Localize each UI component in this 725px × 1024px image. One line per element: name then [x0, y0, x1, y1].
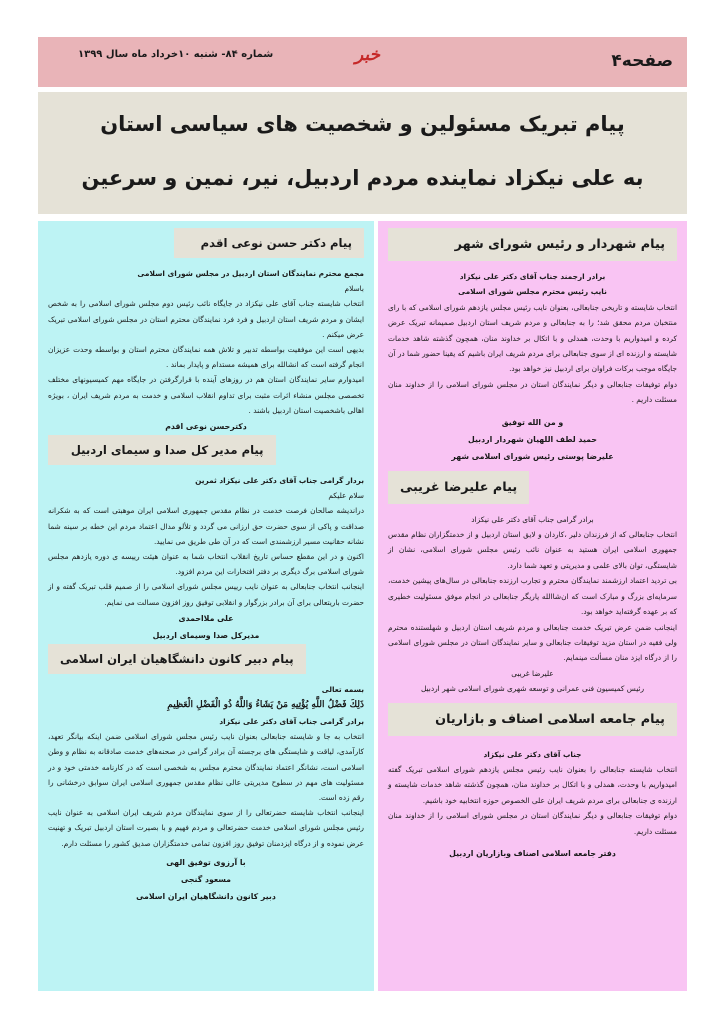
greeting: باسلام	[344, 284, 364, 294]
paragraph: اینجانب انتخاب شایسته حضرتعالی را از سوی نمایندگان مردم شریف ایران اسلامی به عنوان نایب رئیس مجلس شورای اسلامی خدمت حضرتعالی و مردم فهیم و با بصیرت استان اردبیل تبریک و تهنیت عرض نموده و از درگاه ایزدمنان توفیق روز افزون تمامی خدمتگزاران صدیق کشور را مسئلت دارم.	[48, 808, 364, 848]
paragraph: درانديشه صالحان فرصت خدمت در نظام مقدس جمهوری اسلامی ایران موهبتی است که به شکرانه صداقت و پاکی از سوی حضرت حق ارزانی می گردد و تلألو مدال اعتماد مردم این خطه بر سینه شما نشانه حقانیت مسیر ارزشمندی است که در آن طی طریق می نمایید.	[48, 506, 364, 546]
paragraph: دوام توفیقات جنابعالی و دیگر نمایندگان استان در مجلس شورای اسلامی را از خداوند منان مسئلت داریم.	[388, 811, 677, 836]
signature-name: علی ملااحمدی	[178, 613, 234, 623]
paragraph: بی تردید اعتماد ارزشمند نمایندگان محترم و تجارب ارزنده جنابعالی در سال‌های پیشین خدمت، سرمایه‌ای بزرگ و مبارک است که ان‌شاالله یاریگر جنابعالی در انجام موفق مسئولیت خطیری که بر عهده گرفته‌اید خواهد بود.	[388, 576, 677, 617]
headline-line-2: به علی نیکزاد نماینده مردم اردبیل، نیر، نمین و سرعین	[81, 166, 644, 190]
signature-title: مدیرکل صدا وسیمای اردبیل	[152, 630, 260, 640]
quran-verse: ذَلِكَ فَضْلُ اللَّهِ يُؤْتِيهِ مَنْ يَشَاءُ وَاللَّهُ ذُو الْفَضْلِ الْعَظِيمِ	[167, 700, 364, 711]
signature: علیرضا پوستی رئیس شورای اسلامی شهر	[451, 451, 614, 461]
section-heading-gharibi: پیام علیرضا غریبی	[388, 471, 529, 504]
addressee: جناب آقای دکتر علی نیکزاد	[483, 749, 582, 759]
paragraph: انتخاب شایسته جناب آقای علی نیکزاد در جایگاه نائب رئیس دوم مجلس شورای اسلامی را به شخص ایشان و مردم شریف استان اردبیل و فرد فرد نمایندگان محترم استان در مجلس شورای اسلامی تبریک عرض میکنم .	[48, 299, 364, 339]
addressee: برادر گرامی جناب آقای دکتر علی نیکزاد	[219, 717, 364, 727]
addressee: برادر ارجمند جناب آقای دکتر علی نیکزاد	[459, 272, 606, 281]
addressee: مجمع محترم نمایندگان استان اردبیل در مجلس شورای اسلامی	[137, 269, 364, 278]
section-heading-irib: پیام مدیر کل صدا و سیمای اردبیل	[48, 435, 276, 465]
left-column	[38, 221, 374, 991]
section-heading-noei: پیام دکتر حسن نوعی اقدم	[174, 228, 364, 258]
paragraph: بدیهی است این موفقیت بواسطه تدبیر و تلاش همه نمایندگان محترم استان و بواسطه وحدت عزیزان انجام گرفته است که انشالله برای همیشه مستدام و پایدار بماند .	[48, 345, 364, 370]
addressee: برادر گرامی جناب آقای دکتر علی نیکزاد	[471, 514, 594, 524]
paragraph: انتخاب به جا و شایسته جنابعالی بعنوان نایب رئیس مجلس شورای اسلامی ضمن اینکه بیانگر تعهد، کارآمدی، لیاقت و شایستگی های برجسته آن برادر گرامی در صحنه‌های خدمت صادقانه به نظام و وطن اسلامی است، نشانگر اعتماد نمایندگان محترم مجلس به شخصی است که در کارنامه خدمتی خود و در مسئولیت های مهم در سطوح مدیریتی عالی نظام مقدس جمهوری اسلامی ایران سوابق درخشانی را رقم زده است.	[48, 732, 364, 803]
signature: حمید لطف اللهیان شهردار اردبیل	[468, 434, 597, 444]
signature-title: دبیر کانون دانشگاهیان ایران اسلامی	[136, 891, 276, 901]
paragraph: امیدوارم سایر نمایندگان استان هم در روزهای آینده با قرارگرفتن در جایگاه مهم کمیسیونهای مختلف تخصصی مجلس منشاء اثرات مثبت برای تداوم انقلاب اسلامی و خدمت به مردم شریف ایران ، بویژه اهالی باشخصیت استان اردبیل باشند .	[48, 375, 364, 415]
signature-name: مسعود گنجی	[181, 874, 231, 884]
closing: با آرزوی توفیق الهی	[166, 857, 246, 867]
closing: و من الله توفیق	[501, 417, 564, 427]
right-column	[378, 221, 687, 991]
paragraph: اینجانب ضمن عرض تبریک خدمت جنابعالی و مردم شریف استان اردبیل و شهلستنده محترم ولی فقیه در استان مزید توفیقات جنابعالی و سایر نمایندگان استان در مجلس شورای اسلامی را از درگاه ایزد منان مسألت مینمایم.	[388, 622, 677, 663]
addressee-title: نایب رئیس محترم مجلس شورای اسلامی	[458, 287, 607, 297]
signature-name: علیرضا غریبی	[511, 668, 554, 678]
section-heading-mayor: پیام شهردار و رئیس شورای شهر	[388, 228, 677, 261]
addressee: بردار گرامی جناب آقای دکتر علی نیکزاد ثمرین	[195, 476, 364, 486]
headline-box	[38, 92, 687, 214]
bismillah: بسمه تعالی	[321, 684, 364, 694]
paragraph: انتخاب شایسته جنابعالی را بعنوان نایب رئیس مجلس یازدهم شورای اسلامی تبریک گفته امیدواریم با وحدت، همدلی و با اتکال بر خداوند منان، همچون گذشته شاهد خدمات شایسته و ارزنده ی جنابعالی برای مردم شریف ایران علی الخصوص حوزه انتخابیه خود باشیم.	[388, 764, 677, 805]
paragraph: اکنون و در این مقطع حساس تاریخ انقلاب انتخاب شما به عنوان هیئت رییسه ی دوره یازدهم مجلس شورای اسلامی برگ دیگری بر دفتر افتخارات این مردم افزود.	[48, 552, 364, 577]
greeting: سلام علیکم	[328, 491, 364, 501]
issue-info: شماره ۸۴- شنبه ۱۰خرداد ماه سال ۱۳۹۹	[78, 49, 274, 60]
newspaper-logo: خبر	[355, 45, 381, 65]
headline-line-1: پیام تبریک مسئولین و شخصیت های سیاسی استان	[100, 112, 625, 136]
section-heading-guilds: پیام جامعه اسلامی اصناف و بازاریان	[388, 703, 677, 736]
signature: دفتر جامعه اسلامی اصناف وبازاریان اردبیل	[449, 848, 616, 858]
header-strip	[38, 37, 687, 87]
section-heading-academics: پیام دبیر کانون دانشگاهیان ایران اسلامی	[48, 644, 306, 674]
paragraph: انتخاب جنابعالی که از فرزندان دلیر ،کاردان و لایق استان اردبیل و از خدمتگزاران نظام مقدس جمهوری اسلامی ایران هستید به عنوان نائب رئیس مجلس شورای اسلامی، نشان از شایستگی، توان بالای علمی و مدیریتی و تعهد شما دارد.	[388, 530, 677, 570]
signature: دکترحسن نوعی اقدم	[165, 422, 247, 432]
page-number: صفحه۴	[611, 51, 673, 71]
paragraph: اینجانب انتخاب جنابعالی به عنوان نایب رییس مجلس شورای اسلامی را از صمیم قلب تبریک گفته و از حضرت باریتعالی برای آن برادر بزرگوار و انقلابی توفیق روز افزون مسالت می نمایم.	[48, 582, 364, 607]
paragraph: دوام توفیقات جنابعالی و دیگر نمایندگان استان در مجلس شورای اسلامی را از خداوند منان مسئلت داریم .	[388, 379, 677, 405]
signature-title: رئیس کمیسیون فنی عمرانی و توسعه شهری شورای اسلامی شهر اردبیل	[420, 684, 645, 694]
paragraph: انتخاب شایسته و تاریخی جنابعالی، بعنوان نایب رئیس مجلس یازدهم شورای اسلامی که با رای منتخبان مردم محقق شد؛ را به جنابعالی و مردم شریف استان اردبیل صمیمانه تبریک عرض کرده و امیدواریم با وحدت، همدلی و با اتکال بر خداوند منان، همچون گذشته شاهد خدمات شایسته و ارزنده ای از سوی جنابعالی برای مردم شریف ایران باشیم که یقینا حضور شما در آن جایگاه موجب برکات فراوان برای اردبیل نیز خواهد بود.	[388, 302, 677, 374]
